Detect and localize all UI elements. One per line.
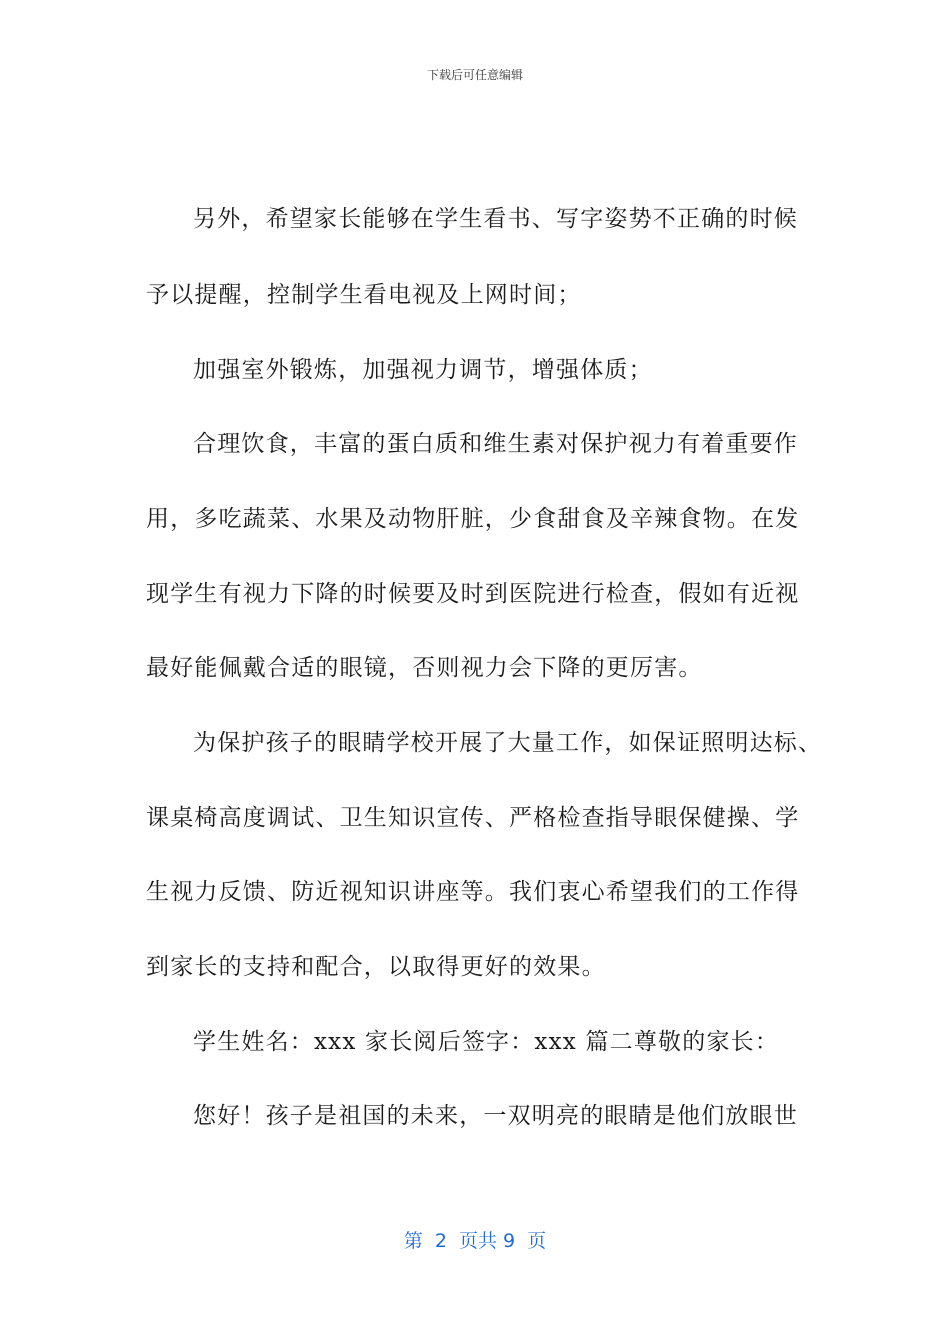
paragraph-line: 到家长的支持和配合，以取得更好的效果。 — [146, 954, 606, 980]
page-number-footer: 第 2 页共 9 页 — [403, 1230, 547, 1252]
paragraph-line: 生视力反馈、防近视知识讲座等。我们衷心希望我们的工作得 — [146, 879, 800, 905]
paragraph-line: 课桌椅高度调试、卫生知识宣传、严格检查指导眼保健操、学 — [146, 805, 800, 831]
paragraph-line: 为保护孩子的眼睛学校开展了大量工作，如保证照明达标、 — [193, 730, 823, 756]
paragraph-line: 合理饮食，丰富的蛋白质和维生素对保护视力有着重要作 — [193, 431, 798, 457]
paragraph-line: 加强室外锻炼，加强视力调节，增强体质； — [193, 357, 653, 383]
paragraph-line: 用，多吃蔬菜、水果及动物肝脏，少食甜食及辛辣食物。在发 — [146, 506, 800, 532]
paragraph-line: 您好！孩子是祖国的未来，一双明亮的眼睛是他们放眼世 — [193, 1103, 798, 1129]
paragraph-line: 学生姓名：xxx 家长阅后签字：xxx 篇二尊敬的家长： — [193, 1029, 780, 1055]
paragraph-line: 现学生有视力下降的时候要及时到医院进行检查，假如有近视 — [146, 581, 800, 607]
paragraph-line: 另外，希望家长能够在学生看书、写字姿势不正确的时候 — [193, 206, 798, 232]
page-header-note: 下载后可任意编辑 — [426, 68, 523, 82]
paragraph-line: 最好能佩戴合适的眼镜，否则视力会下降的更厉害。 — [146, 655, 703, 681]
paragraph-line: 予以提醒，控制学生看电视及上网时间； — [146, 282, 582, 308]
